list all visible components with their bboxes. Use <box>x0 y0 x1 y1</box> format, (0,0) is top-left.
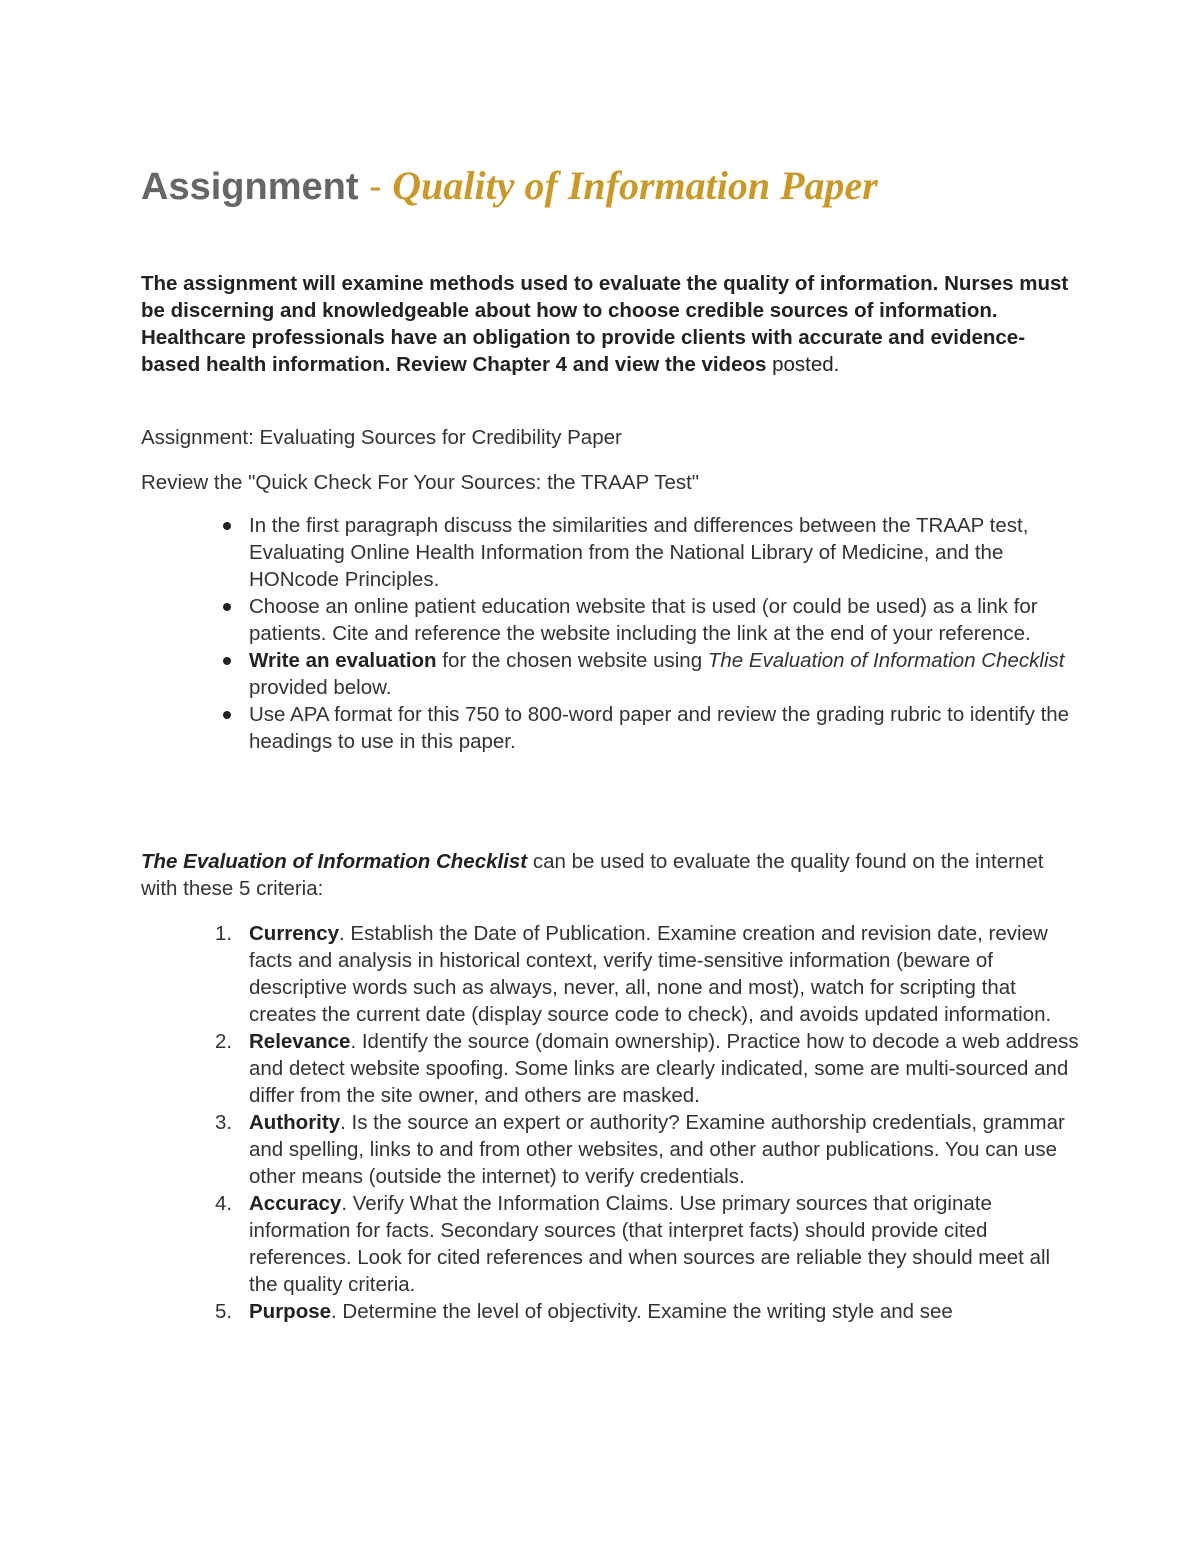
intro-paragraph <box>141 270 1071 378</box>
review-line: Review the "Quick Check For Your Sources: the TRAAP Test" <box>141 471 700 494</box>
criterion-term: Purpose <box>249 1300 332 1323</box>
instruction-list <box>141 512 1081 755</box>
item-number: 4. <box>215 1192 233 1215</box>
criterion-text: . Identify the source (domain ownership). Practice how to decode a web address and detect website spoofing. Some links are clearly indicated, some are multi-sourced and differ from the site owner, and others are masked. <box>249 1030 1079 1107</box>
assignment-line: Assignment: Evaluating Sources for Credibility Paper <box>141 426 622 449</box>
criterion-term: Accuracy <box>249 1192 342 1215</box>
checklist-title: The Evaluation of Information Checklist <box>141 850 528 873</box>
criterion-term: Currency <box>249 922 340 945</box>
list-item <box>141 1190 1081 1298</box>
item-number: 1. <box>215 922 233 945</box>
document-content <box>141 158 1081 1323</box>
item-number: 5. <box>215 1300 233 1323</box>
criterion-term: Authority <box>249 1111 341 1134</box>
criterion-text: . Is the source an expert or authority? Examine authorship credentials, grammar and spelling, links to and from other websites, and other author publications. You can use other means (outside the internet) to verify credentials. <box>249 1111 1065 1188</box>
list-item <box>141 701 1081 755</box>
list-item <box>141 1028 1081 1109</box>
checklist-intro-text: can be used to evaluate the quality found on the internet with these 5 criteria: <box>141 850 1044 900</box>
list-item <box>141 1298 1081 1325</box>
item-number: 3. <box>215 1111 233 1134</box>
bullet-italic-text: The Evaluation of Information Checklist <box>707 649 1065 672</box>
list-item <box>141 1109 1081 1190</box>
list-item <box>141 593 1081 647</box>
bullet-text: for the chosen website using <box>436 649 708 672</box>
criterion-term: Relevance <box>249 1030 351 1053</box>
item-number: 2. <box>215 1030 233 1053</box>
criterion-text: . Determine the level of objectivity. Examine the writing style and see <box>331 1300 953 1323</box>
bullet-text: Use APA format for this 750 to 800-word paper and review the grading rubric to identify the headings to use in this paper. <box>249 703 1070 753</box>
title-separator: - <box>369 166 382 208</box>
bullet-text: provided below. <box>249 676 392 699</box>
bullet-icon <box>223 522 231 530</box>
intro-plain-text: posted. <box>766 353 840 376</box>
list-item <box>141 920 1081 1028</box>
bullet-bold-text: Write an evaluation <box>249 649 437 672</box>
criterion-text: . Verify What the Information Claims. Use primary sources that originate information for facts. Secondary sources (that interpret facts) should provide cited references. Look for cited references and when sources are reliable they should meet all the quality criteria. <box>249 1192 1051 1296</box>
bullet-icon <box>223 711 231 719</box>
criterion-text: . Establish the Date of Publication. Examine creation and revision date, review facts and analysis in historical context, verify time-sensitive information (beware of descriptive words such as always, never, all, none and most), watch for scripting that creates the current date (display source code to check), and avoids updated information. <box>249 922 1052 1026</box>
checklist-intro <box>141 848 1071 902</box>
title-subtitle: Quality of Information Paper <box>392 163 878 208</box>
intro-bold-text: The assignment will examine methods used to evaluate the quality of information. Nurses must be discerning and knowledgeable about how to choose credible sources of information. Healthcare professionals have an obligation to provide clients with accurate and evidence-based health information. Review Chapter 4 and view the videos <box>141 272 1069 376</box>
bullet-text: In the first paragraph discuss the similarities and differences between the TRAAP test, Evaluating Online Health Information from the National Library of Medicine, and the HONcode Principles. <box>249 514 1029 591</box>
page-title <box>141 158 1081 215</box>
bullet-text: Choose an online patient education website that is used (or could be used) as a link for patients. Cite and reference the website including the link at the end of your reference. <box>249 595 1038 645</box>
bullet-icon <box>223 657 231 665</box>
list-item <box>141 512 1081 593</box>
criteria-list <box>141 920 1081 1325</box>
title-main: Assignment <box>141 166 359 208</box>
list-item <box>141 647 1081 701</box>
bullet-icon <box>223 603 231 611</box>
